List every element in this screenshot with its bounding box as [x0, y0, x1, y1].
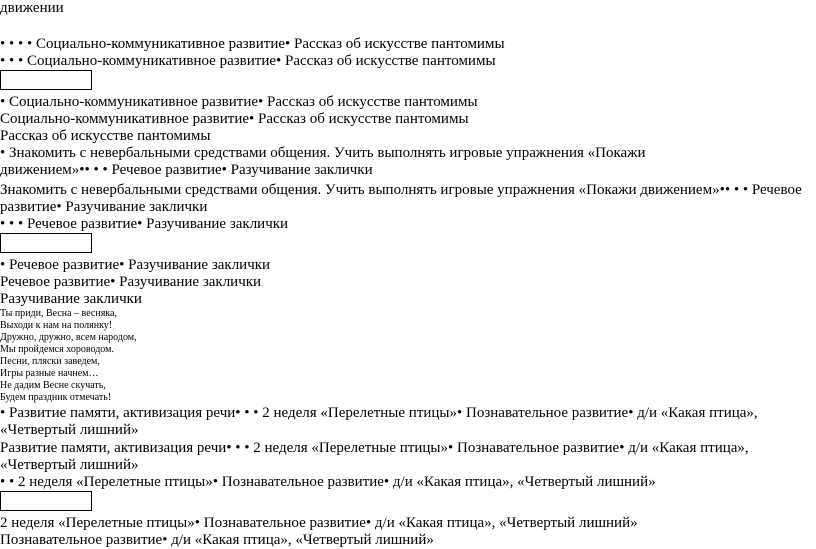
text-line: • Развитие памяти, активизация речи• • • 2 неделя «Перелетные птицы»• Познавательное развитие• д/и «Какая птица»,: [0, 405, 758, 421]
empty-frame: [0, 70, 92, 90]
text-line: Знакомить с невербальными средствами общения. Учить выполнять игровые упражнения «Покажи движением»•• • • Речевое: [0, 182, 802, 198]
text-line: • • • Речевое развитие• Разучивание заклички: [0, 216, 289, 232]
poem-line: Игры разные начнем…: [0, 368, 99, 379]
text-line: движении: [0, 0, 64, 16]
poem-line: Дружно, дружно, всем народом,: [0, 332, 137, 343]
text-line: Разучивание заклички: [0, 291, 142, 307]
text-line: • • 2 неделя «Перелетные птицы»• Познавательное развитие• д/и «Какая птица», «Четвертый лишний»: [0, 474, 656, 490]
poem-line: Песни, пляски заведем,: [0, 356, 100, 367]
poem-line: Выходи к нам на полянку!: [0, 320, 113, 331]
text-line: Рассказ об искусстве пантомимы: [0, 128, 211, 144]
poem-line: Не дадим Весне скучать,: [0, 380, 106, 391]
text-line: • • • Социально-коммуникативное развитие• Рассказ об искусстве пантомимы: [0, 53, 496, 69]
text-line: Речевое развитие• Разучивание заклички: [0, 274, 262, 290]
text-line: Развитие памяти, активизация речи• • • 2 неделя «Перелетные птицы»• Познавательное развитие• д/и «Какая птица»,: [0, 440, 749, 456]
text-line: • • • • Социально-коммуникативное развитие• Рассказ об искусстве пантомимы: [0, 36, 505, 52]
text-line: Социально-коммуникативное развитие• Рассказ об искусстве пантомимы: [0, 111, 469, 127]
text-line: «Четвертый лишний»: [0, 457, 139, 473]
text-line: • Речевое развитие• Разучивание заклички: [0, 257, 271, 273]
text-line: «Четвертый лишний»: [0, 422, 139, 438]
text-line: • Знакомить с невербальными средствами общения. Учить выполнять игровые упражнения «Покажи: [0, 145, 646, 161]
text-line: • Социально-коммуникативное развитие• Рассказ об искусстве пантомимы: [0, 94, 478, 110]
text-line: 2 неделя «Перелетные птицы»• Познавательное развитие• д/и «Какая птица», «Четвертый лишний»: [0, 515, 638, 531]
empty-frame: [0, 491, 92, 511]
poem-line: Мы пройдемся хороводом.: [0, 344, 114, 355]
poem-line: Ты приди, Весна – весняка,: [0, 308, 117, 319]
text-line: Познавательное развитие• д/и «Какая птица», «Четвертый лишний»: [0, 532, 434, 548]
poem-line: Будем праздник отмечать!: [0, 392, 112, 403]
empty-frame: [0, 233, 92, 253]
text-line: движением»•• • • Речевое развитие• Разучивание заклички: [0, 162, 373, 178]
text-line: развитие• Разучивание заклички: [0, 199, 208, 215]
